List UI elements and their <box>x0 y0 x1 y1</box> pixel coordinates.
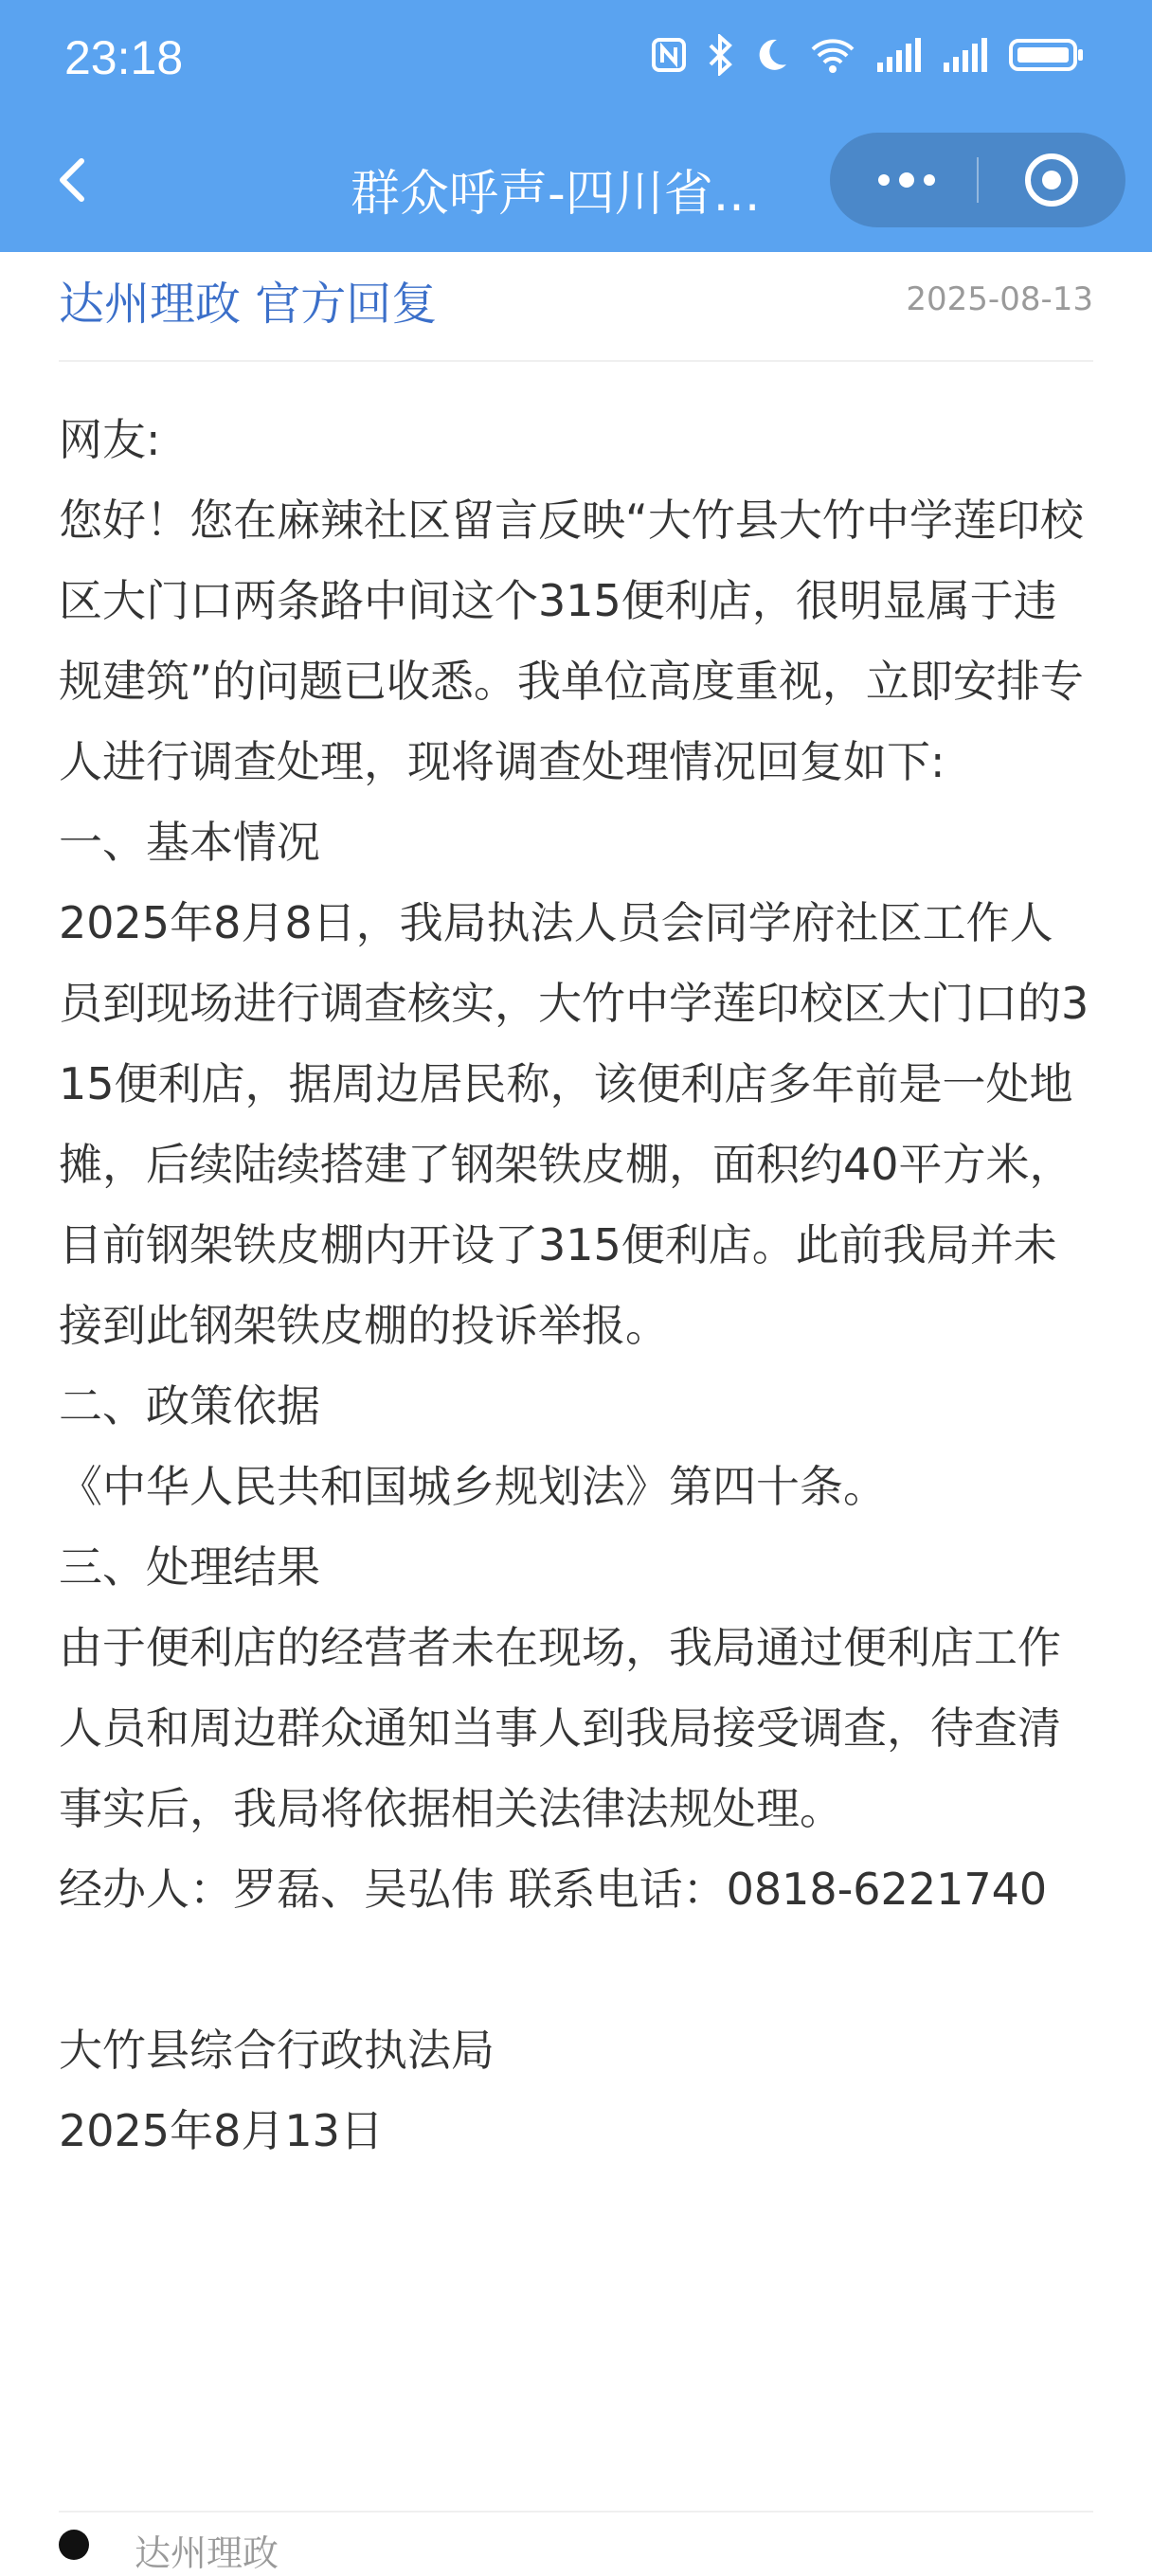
signal-icon <box>875 36 923 78</box>
navigation-bar <box>0 133 1152 231</box>
intro-paragraph: 您好！您在麻辣社区留言反映“大竹县大竹中学莲印校区大门口两条路中间这个315便利店，很明显属于违规建筑”的问题已收悉。我单位高度重视，立即安排专人进行调查处理，现将调查处理情况回复如下: <box>59 495 1084 787</box>
section-paragraph: 2025年8月8日，我局执法人员会同学府社区工作人员到现场进行调查核实，大竹中学莲印校区大门口的315便利店，据周边居民称，该便利店多年前是一处地摊，后续陆续搭建了钢架铁皮棚，面积约40平方米，目前钢架铁皮棚内开设了315便利店。此前我局并未接到此钢架铁皮棚的投诉举报。 <box>59 897 1089 1351</box>
avatar <box>59 2530 89 2560</box>
mini-program-capsule <box>830 133 1125 227</box>
section-heading: 二、政策依据 <box>59 1380 320 1432</box>
status-time: 23:18 <box>64 31 184 84</box>
spacer <box>59 1930 1093 2010</box>
signal-icon-2 <box>942 36 989 78</box>
reply-body <box>59 400 1093 2171</box>
dot-icon <box>878 174 890 186</box>
capsule-divider <box>977 157 979 203</box>
top-bar <box>0 0 1152 252</box>
greeting: 网友: <box>59 414 161 465</box>
status-icons <box>650 34 1084 80</box>
more-button[interactable] <box>864 152 949 208</box>
section-paragraph: 由于便利店的经营者未在现场，我局通过便利店工作人员和周边群众通知当事人到我局接受调查，待查清事实后，我局将依据相关法律法规处理。 <box>59 1622 1061 1834</box>
signature-date: 2025年8月13日 <box>59 2105 384 2156</box>
contact-line: 经办人：罗磊、吴弘伟 联系电话：0818-6221740 <box>59 1864 1048 1915</box>
dot-icon <box>899 172 914 188</box>
battery-icon <box>1008 36 1084 78</box>
reply-header <box>59 252 1093 362</box>
close-target-icon[interactable] <box>1025 153 1078 207</box>
section-heading: 三、处理结果 <box>59 1541 320 1593</box>
reply-author: 达州理政 官方回复 <box>59 278 438 331</box>
back-button[interactable] <box>47 152 104 208</box>
section-paragraph: 《中华人民共和国城乡规划法》第四十条。 <box>59 1461 887 1512</box>
reply-card <box>59 252 1093 2171</box>
moon-icon <box>752 36 790 78</box>
wifi-icon <box>809 36 856 78</box>
footer-author-name: 达州理政 <box>135 2532 279 2574</box>
reply-date: 2025-08-13 <box>906 280 1093 318</box>
page-title: 群众呼声-四川省... <box>351 166 761 223</box>
signature-organization: 大竹县综合行政执法局 <box>59 2025 495 2076</box>
footer-divider <box>59 2511 1093 2513</box>
bluetooth-icon <box>707 34 733 80</box>
nfc-icon <box>650 36 688 78</box>
section-heading: 一、基本情况 <box>59 817 320 868</box>
dot-icon <box>924 174 935 186</box>
